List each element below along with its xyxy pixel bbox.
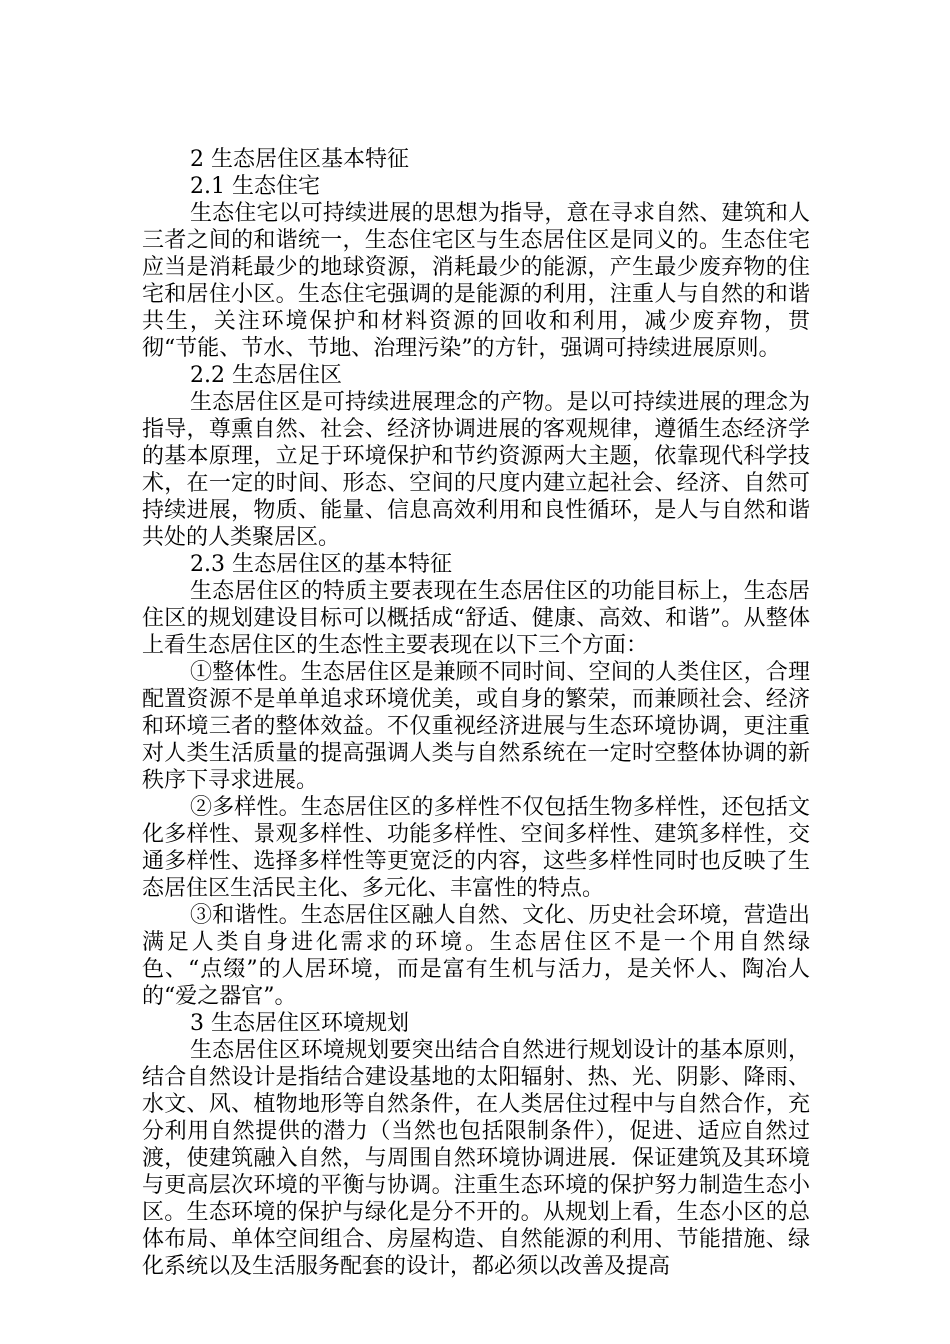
paragraph-diversity: ②多样性。生态居住区的多样性不仅包括生物多样性，还包括文化多样性、景观多样性、功能多样性、空间多样性、建筑多样性，交通多样性、选择多样性等更宽泛的内容，这些多样性同时也反映了生态居住区生活民主化、多元化、丰富性的特点。 — [142, 795, 810, 901]
paragraph-eco-housing: 生态住宅以可持续进展的思想为指导，意在寻求自然、建筑和人三者之间的和谐统一，生态住宅区与生态居住区是同义的。生态住宅应当是消耗最少的地球资源，消耗最少的能源，产生最少废弃物的住宅和居住小区。生态住宅强调的是能源的利用，注重人与自然的和谐共生，关注环境保护和材料资源的回收和利用，减少废弃物，贯彻“节能、节水、节地、治理污染”的方针，强调可持续进展原则。 — [142, 201, 810, 361]
paragraph-environment-planning: 生态居住区环境规划要突出结合自然进行规划设计的基本原则，结合自然设计是指结合建设基地的太阳辐射、热、光、阴影、降雨、水文、风、植物地形等自然条件，在人类居住过程中与自然合作，充分利用自然提供的潜力（当然也包括限制条件），促进、适应自然过渡，使建筑融入自然，与周围自然环境协调进展．保证建筑及其环境与更高层次环境的平衡与协调。注重生态环境的保护努力制造生态小区。生态环境的保护与绿化是分不开的。从规划上看，生态小区的总体布局、单体空间组合、房屋构造、自然能源的利用、节能措施、绿化系统以及生活服务配套的设计，都必须以改善及提高 — [142, 1038, 810, 1279]
section-heading-2-2: 2.2 生态居住区 — [190, 363, 342, 388]
paragraph-eco-residential-area: 生态居住区是可持续进展理念的产物。是以可持续进展的理念为指导，尊熏自然、社会、经济协调进展的客观规律，遵循生态经济学的基本原理，立足于环境保护和节约资源两大主题，依靠现代科学技术，在一定的时间、形态、空间的尺度内建立起社会、经济、自然可持续进展，物质、能量、信息高效利用和良性循环，是人与自然和谐共处的人类聚居区。 — [142, 390, 810, 550]
section-heading-2-1: 2.1 生态住宅 — [190, 174, 320, 199]
paragraph-features-intro: 生态居住区的特质主要表现在生态居住区的功能目标上，生态居住区的规划建设目标可以概括成“舒适、健康、高效、和谐”。从整体上看生态居住区的生态性主要表现在以下三个方面： — [142, 579, 810, 658]
document-body — [142, 146, 810, 1280]
section-heading-3: 3 生态居住区环境规划 — [190, 1011, 409, 1036]
paragraph-harmony: ③和谐性。生态居住区融人自然、文化、历史社会环境，营造出满足人类自身进化需求的环境。生态居住区不是一个用自然绿色、“点缀”的人居环境，而是富有生机与活力，是关怀人、陶冶人的“爱之器官”。 — [142, 903, 810, 1009]
section-heading-2: 2 生态居住区基本特征 — [190, 147, 409, 172]
section-heading-2-3: 2.3 生态居住区的基本特征 — [190, 552, 452, 577]
paragraph-integrity: ①整体性。生态居住区是兼顾不同时间、空间的人类住区，合理配置资源不是单单追求环境优美，或自身的繁荣，而兼顾社会、经济和环境三者的整体效益。不仅重视经济进展与生态环境协调，更注重对人类生活质量的提高强调人类与自然系统在一定时空整体协调的新秩序下寻求进展。 — [142, 660, 810, 793]
